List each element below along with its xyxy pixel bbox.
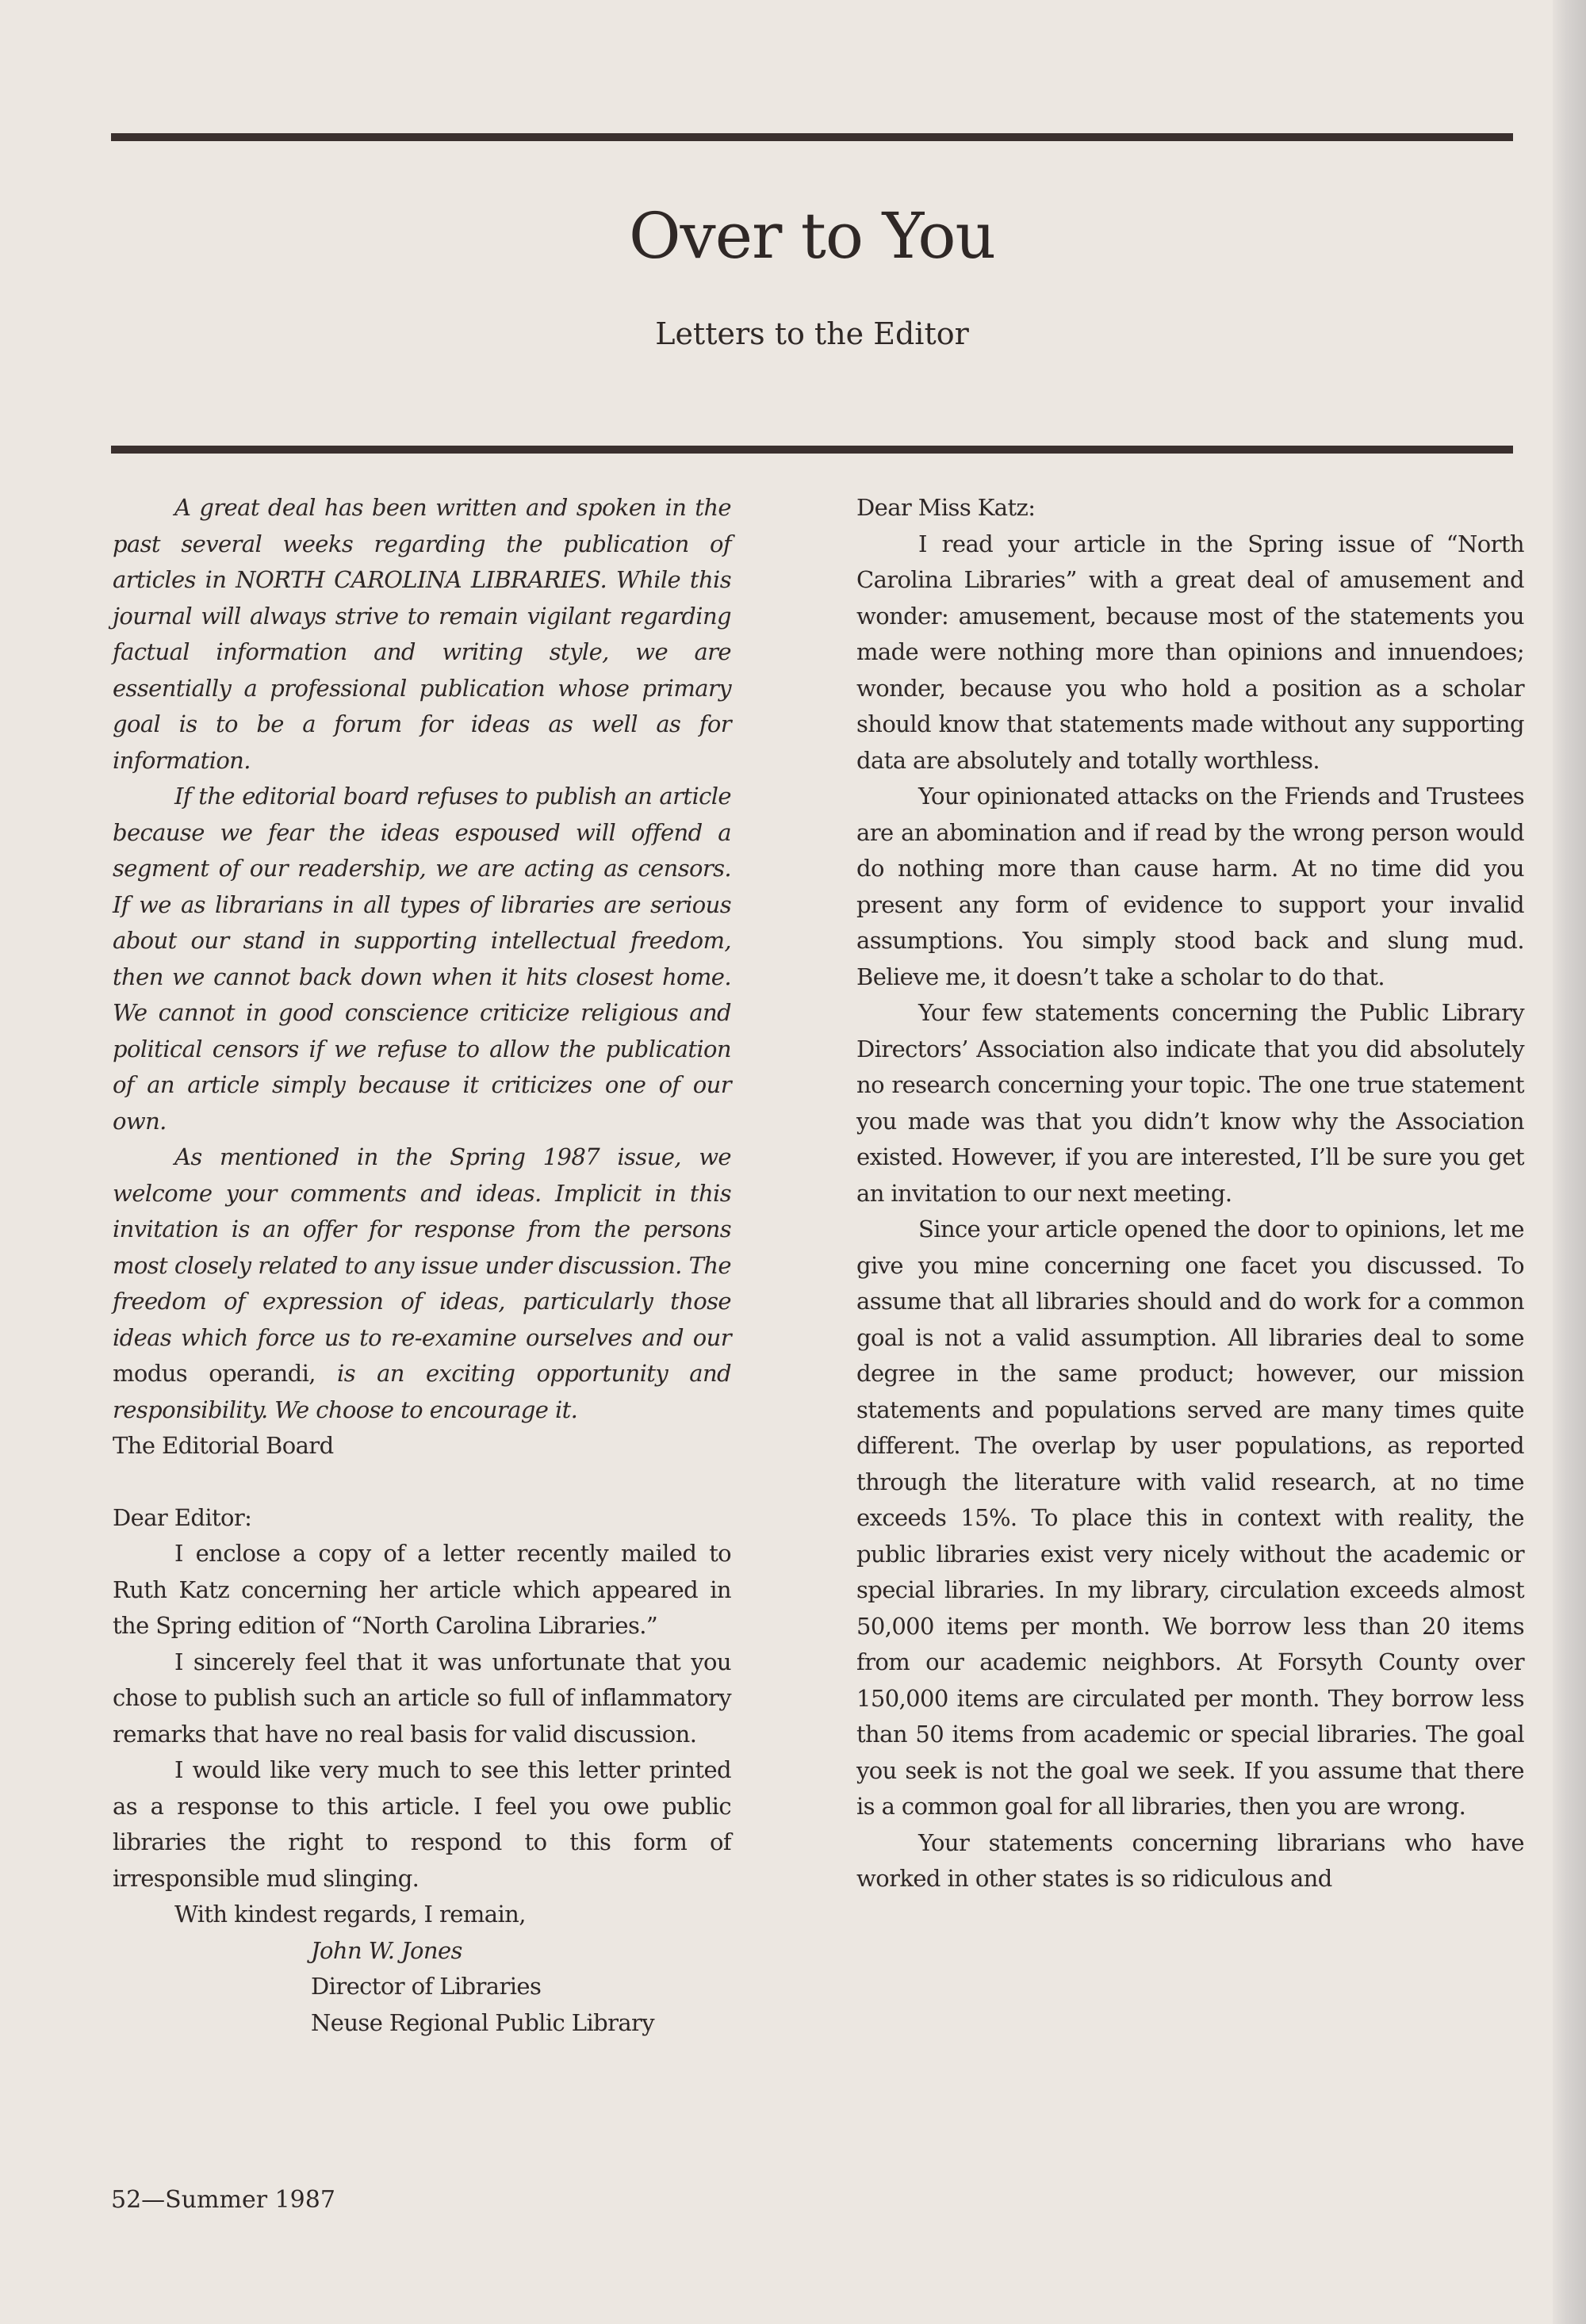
page-edge-shadow	[1553, 0, 1586, 2324]
letter-paragraph: Your statements concerning librarians who have worked in other states is so ridiculous and	[856, 1828, 1524, 1892]
editorial-paragraph: As mentioned in the Spring 1987 issue, we welcome your comments and ideas. Implicit in this invitation is an offer for response from the persons most closely related to any issue under discussion. The freedom of expression of ideas, particularly those ideas which force us to re-examine ourselves and our modus operandi, is an exciting opportunity and responsibility. We choose to encourage it.	[113, 1143, 731, 1423]
page-subtitle: Letters to the Editor	[655, 316, 969, 351]
letter-paragraph: I sincerely feel that it was unfortunate that you chose to publish such an article so full of inflammatory remarks that have no real basis for valid discussion.	[113, 1648, 731, 1748]
letter-paragraph: Since your article opened the door to opinions, let me give you mine concerning one facet you discussed. To assume that all libraries should and do work for a common goal is not a valid assumption. All libraries deal to some degree in the same product; however, our mission statements and populations served are many times quite different. The overlap by user populations, as reported through the literature with valid research, at no time exceeds 15%. To place this in context with reality, the public libraries exist very nicely without the academic or special libraries. In my library, circulation exceeds almost 50,000 items per month. We borrow less than 20 items from our academic neighbors. At Forsyth County over 150,000 items are circulated per month. They borrow less than 50 items from academic or special libraries. The goal you seek is not the goal we seek. If you assume that there is a common goal for all libraries, then you are wrong.	[856, 1216, 1524, 1820]
letter-salutation: Dear Editor:	[113, 1503, 252, 1531]
header-top-rule	[111, 133, 1513, 141]
section-gap	[113, 1464, 731, 1500]
editorial-signature: The Editorial Board	[113, 1432, 334, 1459]
signer-organization: Neuse Regional Public Library	[311, 2008, 655, 2036]
latin-phrase: modus operandi,	[113, 1360, 316, 1387]
letter-paragraph: I read your article in the Spring issue of “North Carolina Libraries” with a great deal of amusement and wonder: amusement, because most of the statements you made were nothing more than opinions and innuendoes; wonder, because you who hold a position as a scholar should know that statements made without any supporting data are absolutely and totally worthless.	[856, 530, 1524, 774]
editorial-paragraph: A great deal has been written and spoken in the past several weeks regarding the publication of articles in NORTH CAROLINA LIBRARIES. While this journal will always strive to remain vigilant regarding factual information and writing style, we are essentially a professional publication whose primary goal is to be a forum for ideas as well as for information.	[113, 494, 731, 774]
letter-closing: With kindest regards, I remain,	[174, 1901, 526, 1928]
signer-name: John W. Jones	[311, 1936, 462, 1964]
editorial-paragraph: If the editorial board refuses to publish an article because we fear the ideas espoused will offend a segment of our readership, we are acting as censors. If we as librarians in all types of libraries are serious about our stand in supporting intellectual freedom, then we cannot back down when it hits closest home. We cannot in good conscience criticize religious and political censors if we refuse to allow the publication of an article simply because it criticizes one of our own.	[113, 783, 731, 1135]
letter-paragraph: I enclose a copy of a letter recently mailed to Ruth Katz concerning her article which appeared in the Spring edition of “North Carolina Libraries.”	[113, 1540, 731, 1639]
editorial-note	[113, 490, 731, 1464]
signer-title: Director of Libraries	[311, 1973, 542, 2000]
letter-paragraph: Your few statements concerning the Public Library Directors’ Association also indicate that you did absolutely no research concerning your topic. The one true statement you made was that you didn’t know why the Association existed. However, if you are interested, I’ll be sure you get an invitation to our next meeting.	[856, 999, 1524, 1207]
left-column	[113, 490, 731, 2041]
letter-paragraph: I would like very much to see this letter printed as a response to this article. I feel you owe public libraries the right to respond to this form of irresponsible mud slinging.	[113, 1756, 731, 1892]
header-bottom-rule	[111, 446, 1513, 454]
letter-paragraph: Your opinionated attacks on the Friends and Trustees are an abomination and if read by the wrong person would do nothing more than cause harm. At no time did you present any form of evidence to support your invalid assumptions. You simply stood back and slung mud. Believe me, it doesn’t take a scholar to do that.	[856, 783, 1524, 990]
letter-salutation: Dear Miss Katz:	[856, 494, 1036, 521]
page-folio: 52—Summer 1987	[111, 2186, 335, 2214]
letter-to-katz	[856, 490, 1524, 1897]
right-column	[856, 490, 1524, 1897]
letter-to-editor	[113, 1500, 731, 2042]
page-title: Over to You	[628, 199, 996, 273]
